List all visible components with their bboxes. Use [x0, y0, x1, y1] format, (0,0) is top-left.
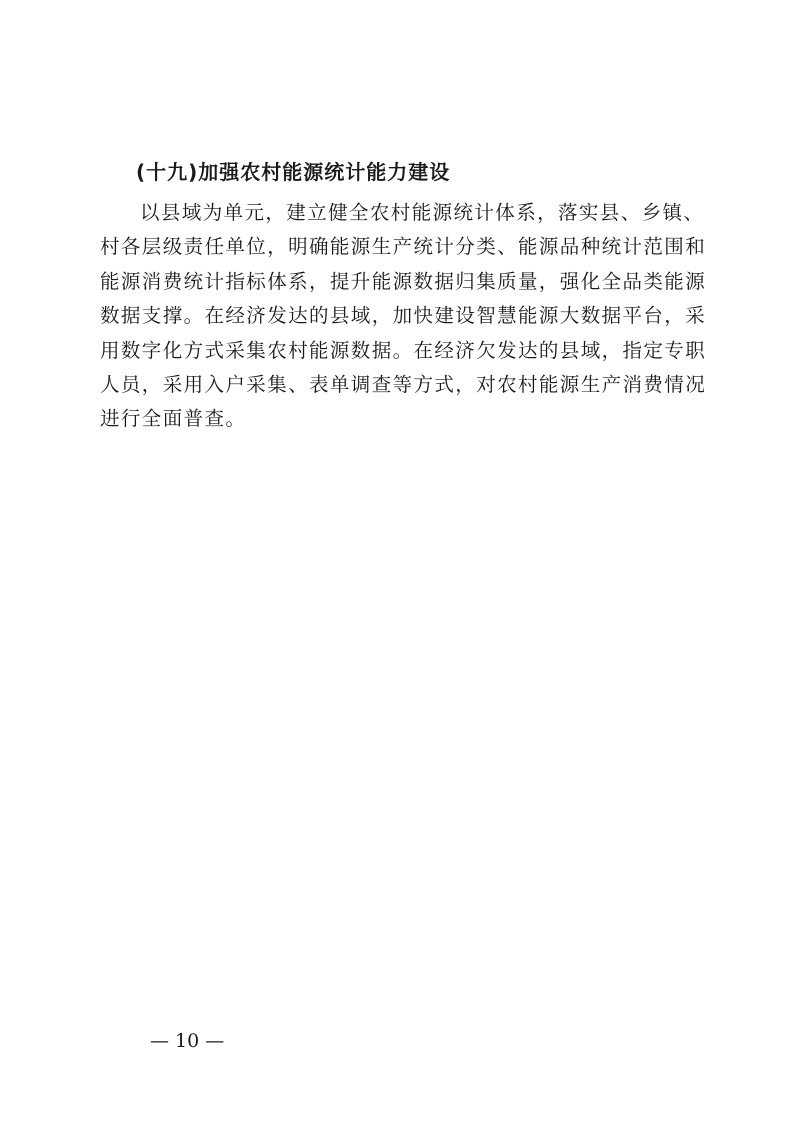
paragraph-line: 能源消费统计指标体系，提升能源数据归集质量，强化全品类能源: [100, 269, 707, 293]
paragraph-line: 进行全面普查。: [100, 407, 247, 431]
section-paragraph: [100, 196, 707, 437]
paragraph-line: 以县域为单元，建立健全农村能源统计体系，落实县、乡镇、: [140, 201, 705, 224]
paragraph-line: 用数字化方式采集农村能源数据。在经济欠发达的县域，指定专职: [100, 338, 707, 362]
paragraph-line: 人员，采用入户采集、表单调查等方式，对农村能源生产消费情况: [100, 373, 707, 397]
paragraph-line: 村各层级责任单位，明确能源生产统计分类、能源品种统计范围和: [100, 235, 707, 259]
section-heading: (十九)加强农村能源统计能力建设: [136, 160, 451, 184]
paragraph-line: 数据支撑。在经济发达的县域，加快建设智慧能源大数据平台，采: [100, 304, 707, 328]
page-number: — 10 —: [150, 1030, 225, 1052]
